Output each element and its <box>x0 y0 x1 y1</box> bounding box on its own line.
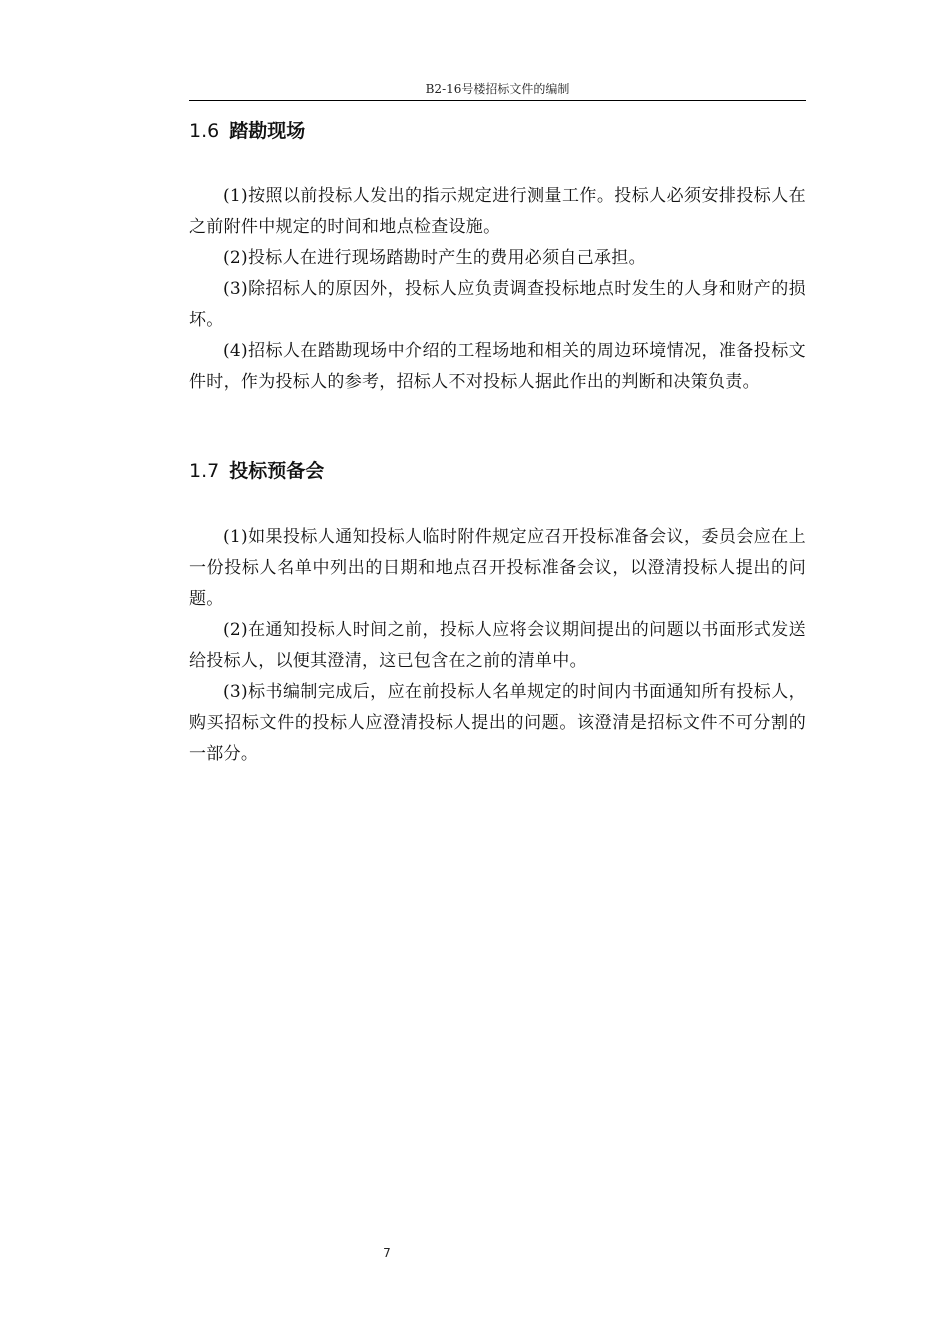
paragraph: (1)如果投标人通知投标人临时附件规定应召开投标准备会议，委员会应在上一份投标人名单中列出的日期和地点召开投标准备会议，以澄清投标人提出的问题。 <box>189 527 806 609</box>
paragraph: (3)除招标人的原因外，投标人应负责调查投标地点时发生的人身和财产的损坏。 <box>189 279 806 330</box>
running-header: B2-16号楼招标文件的编制 <box>425 82 570 96</box>
section-title: 投标预备会 <box>229 460 325 482</box>
page-number: 7 <box>383 1246 391 1260</box>
section-title: 踏勘现场 <box>229 120 306 142</box>
paragraph: (1)按照以前投标人发出的指示规定进行测量工作。投标人必须安排投标人在之前附件中规定的时间和地点检查设施。 <box>189 186 806 237</box>
section-heading-1-7 <box>189 458 324 484</box>
section-number: 1.6 <box>189 120 220 142</box>
section-number: 1.7 <box>189 460 220 482</box>
paragraph: (4)招标人在踏勘现场中介绍的工程场地和相关的周边环境情况，准备投标文件时，作为投标人的参考，招标人不对投标人据此作出的判断和决策负责。 <box>189 341 806 392</box>
section-heading-1-6 <box>189 118 305 144</box>
section-body-1-7 <box>189 522 806 770</box>
paragraph: (2)在通知投标人时间之前，投标人应将会议期间提出的问题以书面形式发送给投标人，以便其澄清，这已包含在之前的清单中。 <box>189 620 806 671</box>
paragraph: (2)投标人在进行现场踏勘时产生的费用必须自己承担。 <box>223 248 646 268</box>
header-rule <box>189 100 806 101</box>
paragraph: (3)标书编制完成后，应在前投标人名单规定的时间内书面通知所有投标人，购买招标文件的投标人应澄清投标人提出的问题。该澄清是招标文件不可分割的一部分。 <box>189 682 806 764</box>
section-body-1-6 <box>189 181 806 398</box>
